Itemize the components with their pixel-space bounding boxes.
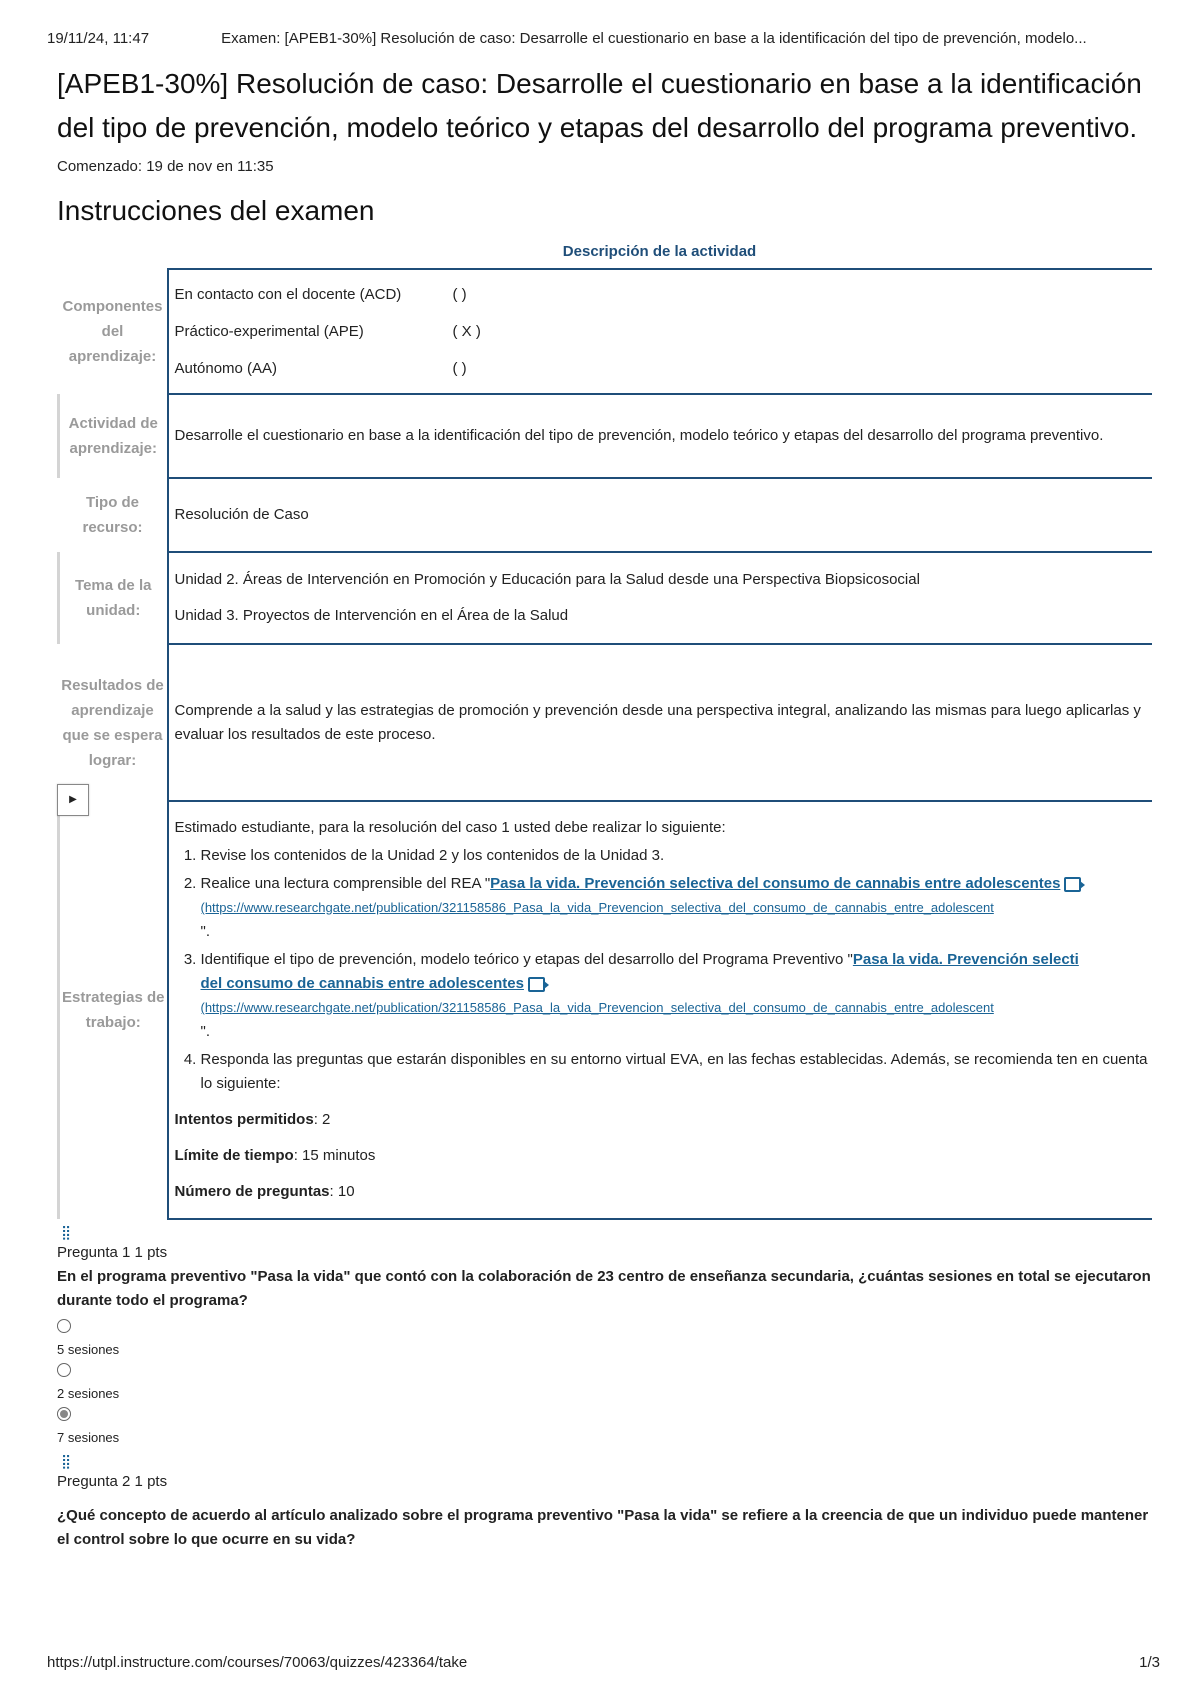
attempts-label: Intentos permitidos	[174, 1111, 314, 1128]
question-text: En el programa preventivo "Pasa la vida" que contó con la colaboración de 23 centro de enseñanza secundaria, ¿cuántas sesiones en total se ejecutaron durante todo el programa?	[57, 1268, 1151, 1309]
expand-toggle-button[interactable]: ▶	[57, 784, 89, 816]
exam-content	[57, 62, 1152, 1552]
learning-activity-label: Actividad de aprendizaje:	[59, 394, 168, 478]
print-page-number: 1/3	[1139, 1654, 1160, 1671]
print-url: https://utpl.instructure.com/courses/70063/quizzes/423364/take	[47, 1654, 468, 1671]
strategy-step	[201, 844, 1149, 868]
program-link[interactable]: Pasa la vida. Prevención selecti	[852, 951, 1079, 968]
question-count-value: : 10	[329, 1183, 355, 1200]
unit-theme-line: Unidad 3. Proyectos de Intervención en el Área de la Salud	[174, 607, 569, 624]
radio-button[interactable]	[57, 1363, 71, 1377]
components-label: Componentes del aprendizaje:	[62, 298, 163, 365]
component-mark: ( )	[452, 285, 467, 303]
component-name: En contacto con el docente (ACD)	[174, 285, 402, 303]
learning-activity-value: Desarrolle el cuestionario en base a la identificación del tipo de prevención, modelo teórico y etapas del desarrollo del programa preventivo.	[168, 394, 1153, 478]
strategy-step	[201, 872, 1149, 944]
component-item	[175, 350, 1149, 387]
attempts-value: : 2	[313, 1111, 331, 1128]
expected-results-value: Comprende a la salud y las estrategias de promoción y prevención desde una perspectiva integral, analizando las mismas para luego aplicarlas y evaluar los resultados de este proceso.	[168, 644, 1153, 801]
question-header: Pregunta 1 1 pts	[57, 1244, 168, 1261]
time-limit	[175, 1144, 1149, 1168]
question-count	[175, 1180, 1149, 1204]
external-link-icon	[1064, 877, 1081, 892]
expected-results-label: Resultados de aprendizaje que se espera lograr:	[61, 676, 164, 769]
components-value	[168, 269, 1153, 394]
components-row	[59, 269, 1153, 394]
time-limit-value: : 15 minutos	[293, 1147, 376, 1164]
answer-label: 7 sesiones	[57, 1430, 120, 1445]
answer-label: 2 sesiones	[57, 1386, 120, 1401]
strategy-step	[201, 1048, 1149, 1096]
time-limit-label: Límite de tiempo	[174, 1147, 294, 1164]
question-text: ¿Qué concepto de acuerdo al artículo analizado sobre el programa preventivo "Pasa la vida" se refiere a la creencia de que un individuo puede mantener el control sobre lo que ocurre en su vida?	[57, 1507, 1149, 1548]
drag-handle-icon[interactable]: ⣿	[61, 1453, 72, 1469]
resource-type-row	[59, 478, 1153, 552]
component-mark: ( )	[452, 359, 467, 377]
strategies-value	[168, 801, 1153, 1219]
step3-suffix: ".	[200, 1023, 210, 1040]
program-link-continued[interactable]: del consumo de cannabis entre adolescentes	[200, 975, 524, 992]
strategies-row	[59, 801, 1153, 1219]
question-header: Pregunta 2 1 pts	[57, 1473, 168, 1490]
unit-theme-value	[168, 552, 1153, 644]
unit-theme-label: Tema de la unidad:	[59, 552, 168, 644]
resource-type-label: Tipo de recurso:	[82, 494, 143, 536]
component-item	[175, 313, 1149, 350]
drag-handle-icon[interactable]: ⣿	[61, 1224, 72, 1240]
answer-option-selected[interactable]	[57, 1407, 1152, 1445]
step1-text: Revise los contenidos de la Unidad 2 y los contenidos de la Unidad 3.	[200, 847, 665, 864]
instructions-heading: Instrucciones del examen	[57, 195, 375, 226]
activity-table	[57, 268, 1152, 1220]
attempts-allowed	[175, 1108, 1149, 1132]
step3-prefix: Identifique el tipo de prevención, modelo teórico y etapas del desarrollo del Programa Preventivo "	[200, 951, 853, 968]
component-mark: ( X )	[452, 322, 481, 340]
step2-suffix: ".	[200, 923, 210, 940]
print-page-title: Examen: [APEB1-30%] Resolución de caso: Desarrolle el cuestionario en base a la identificación del tipo de prevención, modelo...	[221, 30, 1087, 47]
question-1	[57, 1224, 1152, 1445]
strategies-label: Estrategias de trabajo:	[59, 801, 168, 1219]
answer-label: 5 sesiones	[57, 1342, 120, 1357]
answer-option[interactable]	[57, 1319, 1152, 1357]
component-name: Autónomo (AA)	[174, 359, 278, 377]
learning-activity-row	[59, 394, 1153, 478]
rea-url[interactable]: (https://www.researchgate.net/publication/321158586_Pasa_la_vida_Prevencion_selectiva_del_consumo_de_cannabis_entre_adolescent	[200, 900, 994, 915]
answer-option[interactable]	[57, 1363, 1152, 1401]
exam-title: [APEB1-30%] Resolución de caso: Desarrolle el cuestionario en base a la identificación del tipo de prevención, modelo teórico y etapas del desarrollo del programa preventivo.	[57, 68, 1142, 143]
print-date: 19/11/24, 11:47	[47, 30, 150, 47]
expected-results-row	[59, 644, 1153, 801]
component-name: Práctico-experimental (APE)	[174, 322, 364, 340]
rea-link[interactable]: Pasa la vida. Prevención selectiva del consumo de cannabis entre adolescentes	[490, 875, 1061, 892]
print-footer	[47, 1654, 1160, 1671]
external-link-icon	[528, 977, 545, 992]
started-timestamp: Comenzado: 19 de nov en 11:35	[57, 158, 274, 175]
unit-theme-row	[59, 552, 1153, 644]
strategy-step	[201, 948, 1149, 1044]
radio-button[interactable]	[57, 1319, 71, 1333]
strategies-steps	[175, 844, 1149, 1096]
radio-button-selected[interactable]	[57, 1407, 71, 1421]
strategies-intro: Estimado estudiante, para la resolución del caso 1 usted debe realizar lo siguiente:	[174, 819, 726, 836]
step4-text: Responda las preguntas que estarán disponibles en su entorno virtual EVA, en las fechas establecidas. Además, se recomienda ten en cuenta lo siguiente:	[200, 1051, 1148, 1092]
step2-prefix: Realice una lectura comprensible del REA "	[200, 875, 491, 892]
question-count-label: Número de preguntas	[174, 1183, 330, 1200]
resource-type-value: Resolución de Caso	[168, 478, 1153, 552]
program-url[interactable]: (https://www.researchgate.net/publication/321158586_Pasa_la_vida_Prevencion_selectiva_del_consumo_de_cannabis_entre_adolescent	[200, 1000, 994, 1015]
unit-theme-line: Unidad 2. Áreas de Intervención en Promoción y Educación para la Salud desde una Perspectiva Biopsicosocial	[174, 571, 920, 588]
activity-description-heading: Descripción de la actividad	[562, 243, 757, 260]
question-2	[57, 1453, 1152, 1552]
component-item	[175, 276, 1149, 313]
print-header	[47, 30, 1160, 47]
